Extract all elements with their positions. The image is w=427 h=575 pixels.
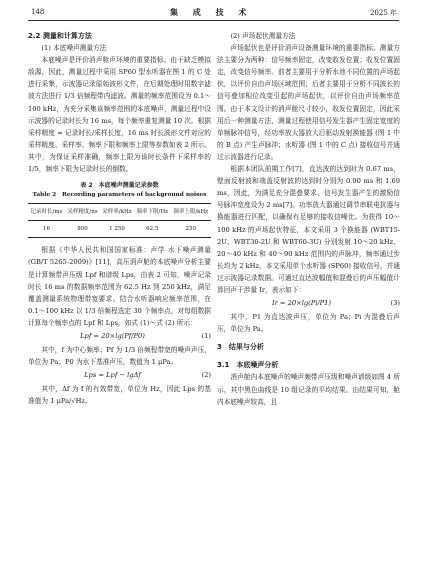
journal-title: 集 成 技 术 (170, 7, 253, 17)
paragraph: 消声舱内本底噪声的噪声频带声压级和噪声谱级如图 4 所示，其中黑色曲线是 10 组记录的平均结果。由结果可知，舱内本底噪声较高，且 (217, 373, 400, 406)
table-header-cell: 频率下限/Hz (134, 204, 171, 221)
equation-2 (28, 369, 211, 382)
table-header-cell: 采样率/kHz (100, 204, 134, 221)
paragraph: 其中，Δf 为 f 的有效带宽，单位为 Hz，因此 Lps 的基准值为 1 μPa/√Hz。 (28, 385, 211, 406)
equation-body: Lpf = 20×lg(Pf/P0) (80, 331, 145, 340)
table-caption-en: Table 2 Recording parameters of background noises (32, 192, 207, 199)
equation-number: (1) (201, 331, 211, 340)
equation-3 (217, 297, 400, 310)
table-header-cell: 记录时长/ms (28, 204, 65, 221)
equation-number: (2) (201, 371, 211, 380)
page-header (0, 0, 427, 30)
equation-body: Ir = 20×lg(Pi/P1) (271, 299, 332, 308)
subsection-title-2: (2) 声场起伏测量方法 (230, 32, 296, 40)
section-title-3: 3 结果与分析 (217, 343, 264, 352)
recording-parameters-table (28, 203, 211, 238)
paragraph: 其中，f 为中心频率；Pf 为 1/3 倍频程带宽的噪声声压，单位为 Pa；P0 为水下基准声压，数值为 1 μPa。 (28, 345, 211, 367)
paragraph: 声场起伏也是评价消声设备测量环境的重要指标。测量方法主要分为两种：信号频率固定，改变收发位置；收发位置固定，改变信号频率。前者主要用于分析水池不同位置的声场起伏，以评价自由声场区域范围；后者主要用于分析不同波长的信号叠加相位改变引起的声场起伏，以评价自由声场频率范围。由于本文设计的消声舱尺寸较小，收发位置固定，因此采用后一种测量方法，测量过程使用信号发生器产生固定宽度的单频脉冲信号，经功率放大器放大后驱动发射换能器 (图 1 中的 B 点) 产生声脉冲；水听器 (图 1 中的 C 点) 接收信号并通过示波器进行记录。 (217, 44, 400, 161)
page-number: 148 (31, 8, 45, 16)
section-title-3-1: 3.1 本底噪声分析 (217, 361, 279, 370)
paragraph: 根据《中华人民共和国国家标准：声学 水下噪声测量 (GB/T 5265-2009)》[11]，高压消声舱的本底噪声分析主要是计算频带声压级 Lpf 和谱级 Lps，由表 2 可知，噪声记录时长 16 ms 的数据频率范围为 62.5 Hz 到 250 kHz，满足覆盖测量系统物理带宽要求。结合水听器响应频率范围，在 0.1～100 kHz 以 1/3 倍频程选定 30 个频率点，对每组数据计算每个频率点的 Lpf 和 Lps，如式 (1)～式 (2) 所示： (28, 246, 211, 327)
table-cell: 16 (28, 221, 65, 238)
header-year: 2025 年 (369, 9, 397, 17)
paragraph: 本底噪声是评价消声舱声环境的重要指标。由于缺乏模拟敌源，因此，测量过程中采用 SP60 型水听器在图 1 的 C 处进行采集，示波器记录原始波形文件，在后期处理时用数字滤波方法进行 1/3 倍频程带内滤波。测量的频率范围设为 0.1～100 kHz，为充分采集该频率范围的本底噪声，测量过程中设示波器的记录时长为 16 ms，每个频率重复测量 10 次。根据采样精度 = 记录时长/采样长度，16 ms 时长波形文件对应的采样精度、采样率、频率下限和频率上限等参数如表 2 所示。其中，为保证采样准确，频率上限为该时长条件下采样率的 1/5，频率下限为记录时长的倒数。 (28, 56, 211, 174)
subsection-title-1: (1) 本底噪声测量方法 (41, 44, 107, 53)
paragraph: 根据本团队前期工作[7]，直达波的达到时为 0.67 ms，壁面反射波和端盖反射波的达到时分别为 0.90 ms 和 1.69 ms，因此，为满足充分混叠要求，信号发生器产生的激励信号脉冲宽度设为 2 ms[7]。功率放大器通过调节串联电抗器与换能器进行匹配，以确保有足够的接收信噪比。为获得 10～100 kHz 的声场起伏特征，本文采用 3 个换能器 (WBT15-2U、WBT30-2U 和 WBT60-3U) 分别发射 10～20 kHz、20～40 kHz 和 40～90 kHz 范围内的声脉冲，频率通过步长均为 2 kHz。本文采用单个水听器 (SP60) 接收信号，并通过示波器记录数据。可通过直达波幅值和混叠后的声压幅值计算回声干涉量 Ir，表示如下： (217, 165, 400, 294)
table-cell: 800 (65, 221, 100, 238)
equation-number: (3) (390, 299, 400, 308)
equation-1 (28, 330, 211, 343)
table-caption-cn: 表 2 本底噪声测量记录参数 (80, 182, 159, 190)
table-cell: 62.5 (134, 221, 171, 238)
paragraph: 其中，P1 为直达波声压，单位为 Pa；Pi 为混叠后声压，单位为 Pa。 (217, 313, 400, 334)
table-header-cell: 频率上限/kHz (171, 204, 211, 221)
table-header-row (28, 204, 211, 221)
equation-body: Lps = Lpf − lgΔf (84, 371, 141, 380)
section-title-2-2: 2.2 测量和计算方法 (28, 32, 92, 40)
table-row (28, 221, 211, 238)
table-header-cell: 采样精度/ns (65, 204, 100, 221)
table-cell: 1 250 (100, 221, 134, 238)
right-column (217, 30, 400, 408)
header-rule (28, 20, 399, 21)
left-column (28, 30, 211, 407)
table-cell: 250 (171, 221, 211, 238)
